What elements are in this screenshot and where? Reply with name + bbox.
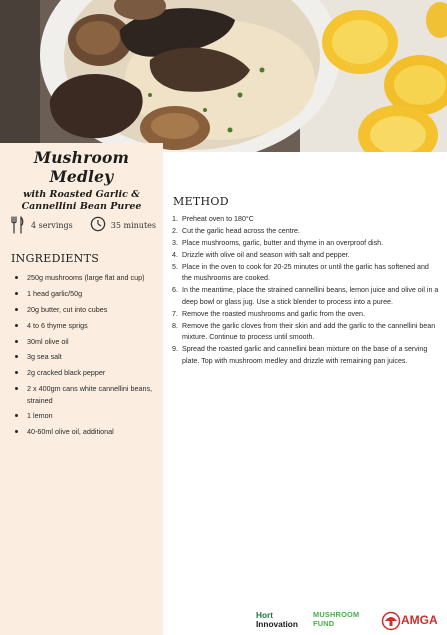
- ingredient-item: 1 head garlic/50g: [13, 288, 153, 299]
- step-number: 2.: [172, 227, 178, 235]
- step-text: Place mushrooms, garlic, butter and thyme in an overproof dish.: [182, 239, 384, 247]
- step-text: Preheat oven to 180°C: [182, 215, 254, 223]
- method-step: [172, 344, 440, 367]
- fund-logo-line-2: FUND: [313, 618, 335, 628]
- method-step: [172, 285, 440, 308]
- step-text: Cut the garlic head across the centre.: [182, 227, 300, 235]
- ingredient-item: 40-60ml olive oil, additional: [13, 426, 153, 437]
- ingredient-item: 2 x 400gm cans white cannellini beans, strained: [13, 383, 153, 406]
- step-number: 3.: [172, 239, 178, 247]
- method-heading: METHOD: [173, 195, 229, 208]
- mushroom-fund-logo: [313, 611, 359, 628]
- sponsor-logos: [256, 610, 442, 632]
- method-step: [172, 309, 440, 320]
- step-text: Remove the roasted mushrooms and garlic from the oven.: [182, 309, 365, 318]
- fund-logo-line-1: MUSHROOM: [313, 610, 360, 619]
- recipe-title-card: [0, 143, 163, 212]
- ingredient-item: 3g sea salt: [13, 351, 153, 362]
- step-number: 7.: [172, 309, 178, 318]
- ingredient-item: 1 lemon: [13, 410, 153, 421]
- ingredients-list: [13, 272, 153, 442]
- step-text: Spread the roasted garlic and cannellini bean mixture on the base of a serving plate. Top with mushroom medley and drizzle with remaining pan juices.: [182, 345, 428, 365]
- hort-logo-line-1: Hort: [256, 610, 274, 620]
- step-number: 4.: [172, 251, 178, 259]
- hort-logo-line-2: Innovation: [256, 619, 298, 629]
- step-number: 8.: [172, 321, 178, 330]
- servings-label: 4 servings: [31, 220, 73, 230]
- step-number: 6.: [172, 286, 178, 295]
- ingredient-item: 4 to 6 thyme sprigs: [13, 320, 153, 331]
- method-step: [172, 262, 440, 285]
- method-step: [172, 321, 440, 344]
- clock-icon: [90, 216, 106, 234]
- amga-mushroom-icon: [381, 610, 401, 632]
- step-text: Drizzle with olive oil and season with salt and pepper.: [182, 251, 350, 259]
- step-text: In the meantime, place the strained cannellini beans, lemon juice and olive oil in a deep bowl or glass jug. Use a stick blender to process into a puree.: [182, 286, 439, 306]
- step-text: Place in the oven to cook for 20-25 minutes or until the garlic has softened and the mushrooms are cooked.: [182, 263, 429, 283]
- method-steps-list: [172, 214, 440, 368]
- method-step: [172, 226, 440, 237]
- ingredient-item: 250g mushrooms (large flat and cup): [13, 272, 153, 283]
- ingredient-item: 2g cracked black pepper: [13, 367, 153, 378]
- recipe-subtitle-line-2: Cannellini Bean Puree: [21, 201, 142, 212]
- recipe-meta: [10, 215, 160, 235]
- ingredient-item: 20g butter, cut into cubes: [13, 304, 153, 315]
- recipe-title: Mushroom Medley: [33, 148, 130, 186]
- amga-logo-text: AMGA: [401, 613, 438, 627]
- fork-knife-icon: [10, 216, 26, 234]
- amga-logo: [381, 610, 443, 632]
- recipe-subtitle-line-1: with Roasted Garlic &: [23, 189, 140, 200]
- step-number: 9.: [172, 345, 178, 354]
- hort-innovation-logo: [256, 611, 298, 629]
- method-step: [172, 250, 440, 261]
- method-step: [172, 238, 440, 249]
- step-text: Remove the garlic cloves from their skin and add the garlic to the cannellini bean mixture. Continue to process until smooth.: [182, 321, 436, 342]
- ingredient-item: 30ml olive oil: [13, 336, 153, 347]
- method-step: [172, 214, 440, 225]
- ingredients-heading: INGREDIENTS: [11, 252, 100, 265]
- step-number: 1.: [172, 215, 178, 223]
- time-label: 35 minutes: [110, 220, 156, 230]
- step-number: 5.: [172, 263, 178, 271]
- hero-photo: [0, 0, 447, 152]
